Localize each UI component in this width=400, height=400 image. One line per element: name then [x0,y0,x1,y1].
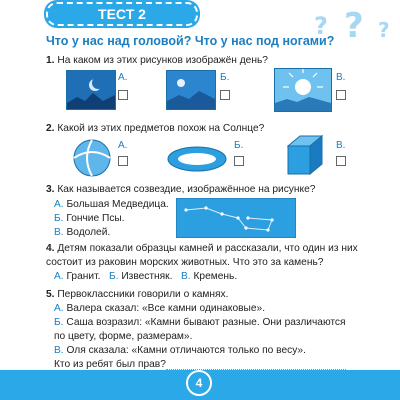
constellation-picture [176,198,296,238]
statement-c [54,344,384,357]
option-letter: Б. [54,317,64,328]
question-text: Детям показали образцы камней и рассказали, что один из них [57,243,358,254]
option-label: В. [336,72,346,83]
option-text[interactable]: Гранит. [66,271,101,282]
day-picture [274,68,332,112]
question-4 [46,242,376,255]
question-4-line2: состоит из раковин морских животных. Что это за камень? [46,257,324,268]
question-5 [46,288,376,301]
option-label: А. [118,140,128,151]
cube-picture [284,134,328,178]
question-number: 1. [46,55,55,66]
option-letter: А. [54,303,64,314]
option-label: Б. [234,140,244,151]
question-mark-icon: ? [314,12,328,40]
question-text: На каком из этих рисунков изображён день? [57,55,268,66]
question-text: Какой из этих предметов похож на Солнце? [57,123,265,134]
test-badge: ТЕСТ 2 [46,2,198,26]
question-text: Как называется созвездие, изображённое на рисунке? [57,184,316,195]
question-number: 3. [46,184,55,195]
statement-b-line2: по цвету, форме, размерам». [54,331,193,342]
statement-a [54,302,384,315]
answer-checkbox[interactable] [234,156,244,166]
answer-checkbox[interactable] [220,90,230,100]
evening-picture [166,70,216,110]
option-letter: Б. [54,213,64,224]
answer-checkbox[interactable] [118,90,128,100]
option-letter: В. [54,227,64,238]
question-number: 2. [46,123,55,134]
option-label: Б. [220,72,230,83]
option-text: Гончие Псы. [66,213,125,224]
answer-checkbox[interactable] [336,156,346,166]
question-mark-icon: ? [344,6,364,46]
option-letter: В. [54,345,64,356]
statement-text: Оля сказала: «Камни отличаются только по весу». [66,345,306,356]
question-mark-icon: ? [378,18,390,42]
question-3 [46,183,376,196]
question-4-options [54,270,384,283]
page-title: Что у нас над головой? Что у нас под ногами? [46,34,335,48]
ring-picture [166,145,228,173]
option-letter: В. [180,271,191,282]
option-label: В. [336,140,346,151]
option-text: Водолей. [66,227,111,238]
option-label: А. [118,72,128,83]
question-text: Первоклассники говорили о камнях. [57,289,229,300]
statement-b [54,316,384,329]
night-picture [66,70,116,110]
page-number: 4 [186,370,212,396]
option-text: Большая Медведица. [66,199,169,210]
question-1 [46,54,376,67]
statement-text: Саша возразил: «Камни бывают разные. Они различаются [66,317,346,328]
option-letter: А. [54,271,64,282]
answer-checkbox[interactable] [118,156,128,166]
option-letter: Б. [108,271,119,282]
statement-text: Валера сказал: «Все камни одинаковые». [66,303,266,314]
option-text[interactable]: Кремень. [193,271,238,282]
question-number: 5. [46,289,55,300]
question-number: 4. [46,243,55,254]
ball-picture [70,138,114,178]
question-5-final: Кто из ребят был прав? [54,359,166,370]
option-text[interactable]: Известняк. [121,271,173,282]
answer-checkbox[interactable] [336,90,346,100]
option-letter: А. [54,199,64,210]
